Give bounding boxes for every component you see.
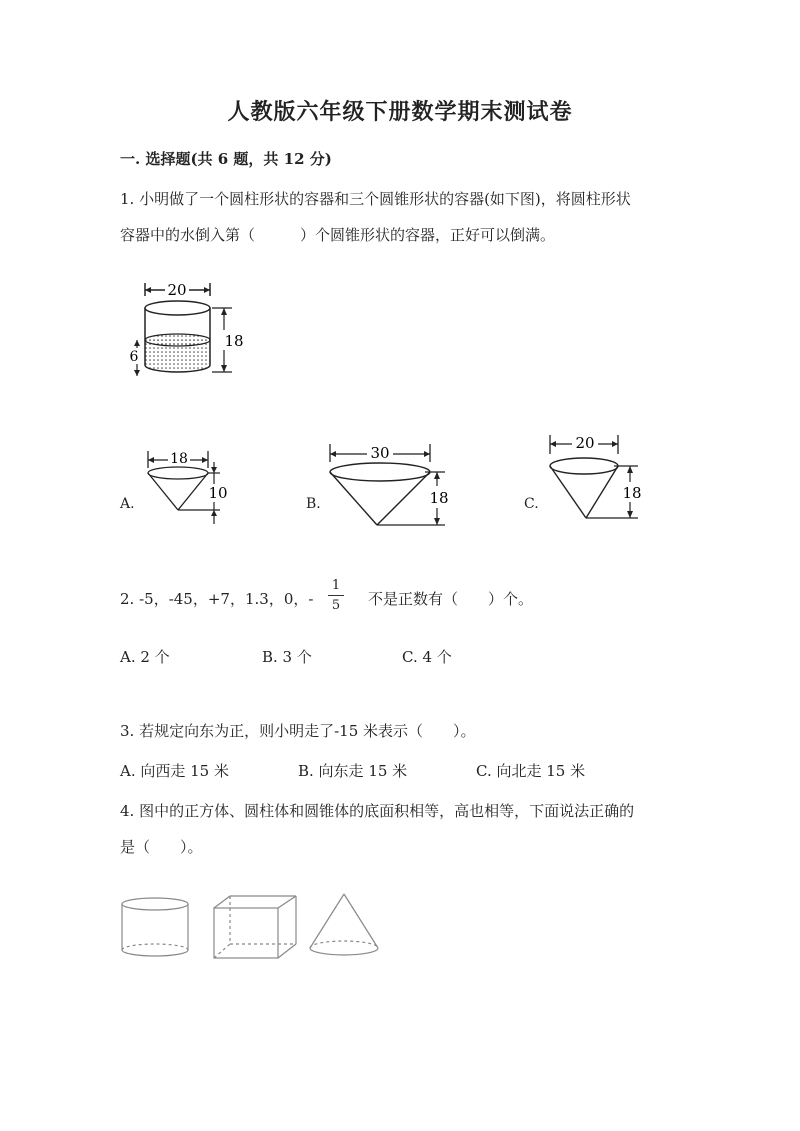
q2-fraction-numerator: 1: [331, 578, 341, 593]
cone-c-label: C.: [524, 496, 539, 512]
q2-option-c: C. 4 个: [402, 648, 452, 666]
q1-line1: 1. 小明做了一个圆柱形状的容器和三个圆锥形状的容器(如下图)，将圆柱形状: [120, 190, 631, 208]
q4-cone: [310, 894, 378, 955]
q2-fraction-denominator: 5: [331, 598, 341, 613]
cone-a-height: 10: [208, 484, 228, 502]
cone-b-label: B.: [306, 496, 321, 512]
cylinder-height: 18: [224, 332, 244, 350]
cylinder-water-height: 6: [129, 349, 139, 365]
cone-c-height: 18: [622, 484, 642, 502]
q2-option-a: A. 2 个: [120, 648, 170, 666]
cylinder-diameter: 20: [167, 281, 187, 299]
cone-c-figure: [544, 430, 654, 525]
section-heading: 一. 选择题(共 6 题，共 12 分): [120, 150, 332, 168]
q2-text-after: 不是正数有（ ）个。: [368, 590, 534, 608]
cone-b-figure: [325, 436, 455, 531]
q4-solids-figure: [118, 890, 388, 970]
q1-line2: 容器中的水倒入第（ ）个圆锥形状的容器，正好可以倒满。: [120, 226, 556, 244]
cone-a-diameter: 18: [170, 451, 188, 467]
q3-option-c: C. 向北走 15 米: [476, 762, 586, 780]
page-title: 人教版六年级下册数学期末测试卷: [227, 99, 573, 125]
q2-text-before: 2. -5，-45，+7，1.3，0，-: [120, 590, 314, 608]
cone-c-diameter: 20: [575, 434, 595, 452]
q2-fraction: [328, 578, 344, 613]
q4-cube: [214, 896, 296, 958]
cone-a-label: A.: [120, 496, 135, 512]
q3-option-b: B. 向东走 15 米: [298, 762, 408, 780]
q2-option-b: B. 3 个: [262, 648, 312, 666]
q1-cylinder-figure: [120, 278, 250, 383]
q4-line1: 4. 图中的正方体、圆柱体和圆锥体的底面积相等，高也相等，下面说法正确的: [120, 802, 635, 820]
cone-b-diameter: 30: [370, 444, 390, 462]
q4-cylinder: [122, 898, 188, 956]
q4-line2: 是（ ）。: [120, 838, 203, 856]
cone-a-figure: [140, 448, 240, 528]
q3-text: 3. 若规定向东为正，则小明走了-15 米表示（ ）。: [120, 722, 476, 740]
q3-option-a: A. 向西走 15 米: [120, 762, 229, 780]
cone-b-height: 18: [429, 489, 449, 507]
